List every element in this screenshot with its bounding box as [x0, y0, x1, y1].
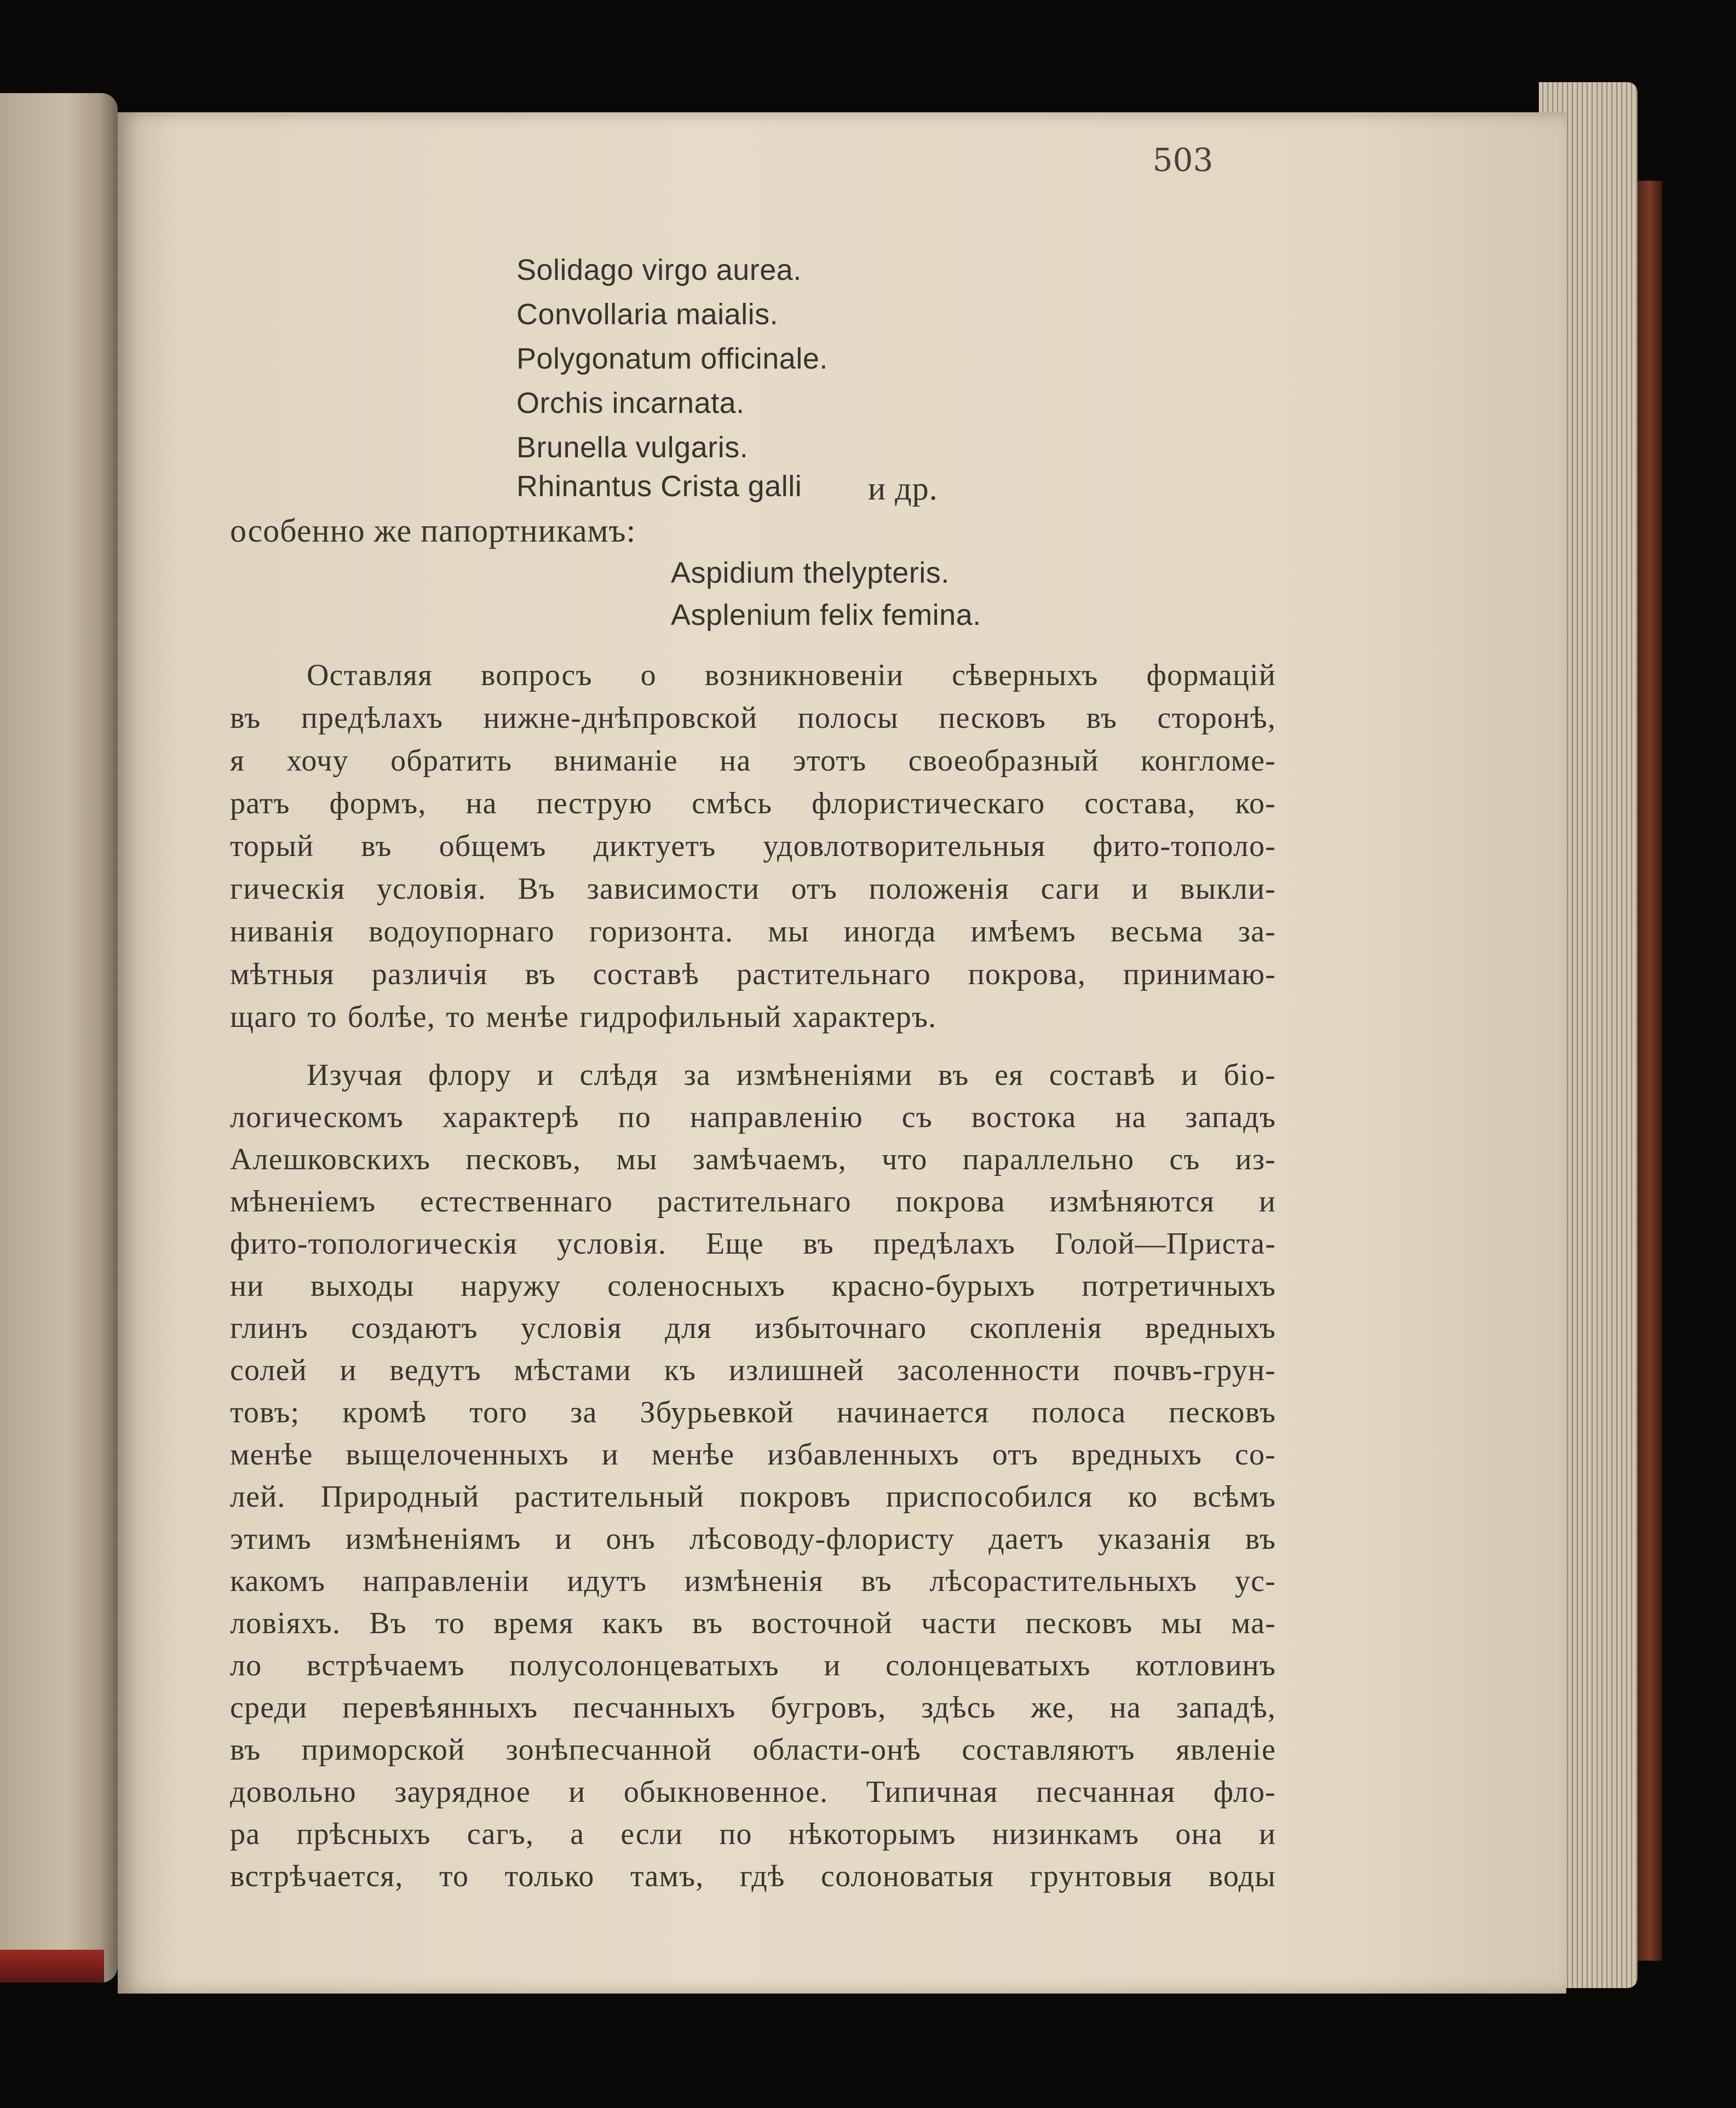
- paragraph-2-line: довольно заурядное и обыкновенное. Типичная песчанная фло-: [230, 1775, 1276, 1809]
- page-number: 503: [1152, 141, 1214, 179]
- paragraph-2-line: какомъ направленiи идутъ измѣненiя въ лѣсорастительныхъ ус-: [230, 1564, 1276, 1598]
- plant-name: Polygonatum officinale.: [516, 342, 828, 375]
- plant-name: Brunella vulgaris.: [516, 431, 749, 464]
- plant-name: Convollaria maialis.: [516, 298, 779, 331]
- book-cover-edge: [1637, 181, 1662, 1961]
- paragraph-1-line: я хочу обратить вниманiе на этотъ своеобразный конгломе-: [230, 744, 1276, 778]
- paragraph-2-line: логическомъ характерѣ по направленiю съ востока на западъ: [230, 1100, 1276, 1134]
- paragraph-1-last-line: щаго то болѣе, то менѣе гидрофильный характеръ.: [230, 1000, 937, 1034]
- paragraph-2-line: встрѣчается, то только тамъ, гдѣ солоноватыя грунтовыя воды: [230, 1859, 1276, 1893]
- fern-name: Asplenium felix femina.: [671, 599, 981, 631]
- paragraph-2-line: менѣе выщелоченныхъ и менѣе избавленныхъ отъ вредныхъ со-: [230, 1438, 1276, 1472]
- paragraph-1-line: ниванiя водоупорнаго горизонта. мы иногда имѣемъ весьма за-: [230, 915, 1276, 949]
- paragraph-2-line: солей и ведутъ мѣстами къ излишней засоленности почвъ-грун-: [230, 1353, 1276, 1387]
- paragraph-2-line: ни выходы наружу соленосныхъ красно-бурыхъ потретичныхъ: [230, 1269, 1276, 1303]
- paragraph-2-line: этимъ измѣненiямъ и онъ лѣсоводу-флористу даетъ указанiя въ: [230, 1522, 1276, 1556]
- paragraph-2-line: лей. Природный растительный покровъ приспособился ко всѣмъ: [230, 1480, 1276, 1514]
- plant-list-tail: и др.: [868, 470, 938, 507]
- paragraph-1-line: мѣтныя различiя въ составѣ растительнаго покрова, принимаю-: [230, 957, 1276, 991]
- paragraph-2-line: глинъ создаютъ условiя для избыточнаго скопленiя вредныхъ: [230, 1311, 1276, 1345]
- paragraph-1-line: Оставляя вопросъ о возникновенiи сѣверныхъ формацiй: [307, 658, 1276, 692]
- plant-name: Solidago virgo aurea.: [516, 254, 802, 286]
- plant-name: Rhinantus Crista galli: [516, 470, 802, 503]
- plant-name: Orchis incarnata.: [516, 387, 745, 420]
- left-page-edge: [0, 93, 118, 1983]
- paragraph-2-line: ра прѣсныхъ сагъ, а если по нѣкоторымъ низинкамъ она и: [230, 1817, 1276, 1851]
- paragraph-2-line: Алешковскихъ песковъ, мы замѣчаемъ, что параллельно съ из-: [230, 1142, 1276, 1176]
- paragraph-2-line: ловiяхъ. Въ то время какъ въ восточной части песковъ мы ма-: [230, 1606, 1276, 1640]
- paragraph-1-line: гическiя условiя. Въ зависимости отъ положенiя саги и выкли-: [230, 872, 1276, 906]
- paragraph-1-line: ратъ формъ, на пеструю смѣсь флористическаго состава, ко-: [230, 786, 1276, 820]
- left-page-red-edge: [0, 1950, 104, 1983]
- paragraph-2-line: товъ; кромѣ того за Збурьевкой начинается полоса песковъ: [230, 1395, 1276, 1429]
- paragraph-2-line: ло встрѣчаемъ полусолонцеватыхъ и солонцеватыхъ котловинъ: [230, 1649, 1276, 1682]
- fern-name: Aspidium thelypteris.: [671, 556, 950, 589]
- paragraph-2-line: мѣненiемъ естественнаго растительнаго покрова измѣняются и: [230, 1185, 1276, 1219]
- paragraph-2-line: въ приморской зонѣпесчанной области-онѣ составляютъ явленiе: [230, 1733, 1276, 1767]
- paragraph-1-line: торый въ общемъ диктуетъ удовлотворительныя фито-тополо-: [230, 829, 1276, 863]
- paragraph-2-line: фито-топологическiя условiя. Еще въ предѣлахъ Голой—Приста-: [230, 1227, 1276, 1261]
- intro-line: особенно же папортникамъ:: [230, 513, 636, 549]
- paragraph-1-line: въ предѣлахъ нижне-днѣпровской полосы песковъ въ сторонѣ,: [230, 701, 1276, 735]
- paragraph-2-line: Изучая флору и слѣдя за измѣненiями въ ея составѣ и бiо-: [307, 1058, 1276, 1092]
- paragraph-2-line: среди перевѣянныхъ песчанныхъ бугровъ, здѣсь же, на западѣ,: [230, 1691, 1276, 1725]
